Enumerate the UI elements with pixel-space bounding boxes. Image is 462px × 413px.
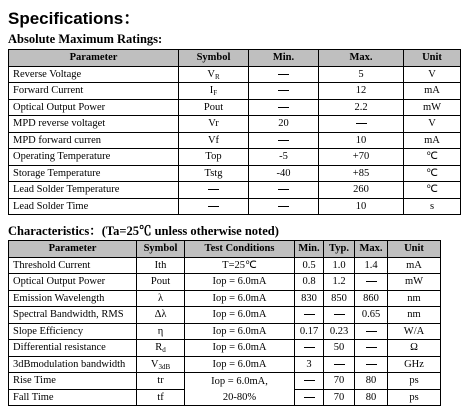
symbol-text: I [209,85,214,97]
cell-max: 10 [319,198,404,215]
dash-mark [366,331,377,332]
cell-parameter: Optical Output Power [9,274,137,291]
cell-min: 830 [295,290,324,307]
dash-mark [304,347,315,348]
cell-parameter: Reverse Voltage [9,66,179,83]
cell-parameter: Lead Solder Time [9,198,179,215]
symbol-text: λ [157,292,164,304]
cell-max: +70 [319,149,404,166]
cell-max: 1.4 [355,257,388,274]
table-row [9,66,461,83]
table-header-row [9,241,441,258]
cell-max: 80 [355,389,388,406]
cell-parameter: Threshold Current [9,257,137,274]
cell-max: 12 [319,83,404,100]
cell-unit: nm [388,290,441,307]
symbol-subscript: F [213,89,218,98]
cell-unit: Ω [388,340,441,357]
dash-mark [366,347,377,348]
cell-typ [324,356,355,373]
cell-typ [324,307,355,324]
cell-min [295,307,324,324]
table-row [9,389,441,406]
dash-mark [356,123,367,124]
cell-symbol [137,356,185,373]
symbol-text: Vf [207,134,220,146]
cell-unit: mA [404,83,461,100]
cell-test-conditions: Iop = 6.0mA [185,356,295,373]
cell-min: 20 [249,116,319,133]
cell-symbol [137,389,185,406]
dash-mark [304,397,315,398]
cell-parameter: 3dBmodulation bandwidth [9,356,137,373]
cell-min: -5 [249,149,319,166]
cell-test-conditions: 20-80% [185,389,295,406]
dash-mark [278,189,289,190]
cell-typ: 0.23 [324,323,355,340]
cell-max [319,116,404,133]
cell-test-conditions: Iop = 6.0mA [185,340,295,357]
symbol-text: tr [157,375,164,387]
table-row [9,182,461,199]
dash-mark [366,281,377,282]
cell-max [355,323,388,340]
cell-symbol [179,132,249,149]
table-row [9,165,461,182]
dash-mark [278,206,289,207]
cell-symbol [179,66,249,83]
cell-symbol [179,182,249,199]
cell-test-conditions: Iop = 6.0mA, [185,373,295,390]
absolute-ratings-table [8,49,461,215]
symbol-subscript: d [162,346,166,355]
cell-max [355,340,388,357]
cell-symbol [179,99,249,116]
symbol-subscript: 3dB [158,362,171,371]
table-row [9,323,441,340]
cell-typ: 70 [324,389,355,406]
table-row [9,149,461,166]
cell-parameter: Forward Current [9,83,179,100]
cell-parameter: Rise Time [9,373,137,390]
dash-mark [304,314,315,315]
characteristics-table [8,240,441,406]
col-header-unit: Unit [388,241,441,258]
cell-min: 0.8 [295,274,324,291]
cell-unit: mW [404,99,461,116]
cell-parameter: Operating Temperature [9,149,179,166]
table-row [9,307,441,324]
col-header-symbol: Symbol [179,50,249,67]
table-row [9,83,461,100]
cell-symbol [179,116,249,133]
cell-unit: ℃ [404,165,461,182]
cell-parameter: MPD reverse voltaget [9,116,179,133]
symbol-text: V [150,358,159,370]
cell-unit: mW [388,274,441,291]
cell-unit: W/A [388,323,441,340]
cell-max [355,274,388,291]
cell-min [295,373,324,390]
cell-unit: ps [388,373,441,390]
cell-min: 0.17 [295,323,324,340]
dash-mark [278,90,289,91]
cell-min [249,66,319,83]
table-row [9,274,441,291]
symbol-text: V [207,68,215,80]
symbol-text: η [157,325,164,337]
dash-mark [334,364,345,365]
symbol-text: Pout [203,101,224,113]
cell-symbol [179,165,249,182]
cell-unit: mA [404,132,461,149]
symbol-text: Tstg [204,167,223,179]
cell-typ: 850 [324,290,355,307]
cell-test-conditions: T=25℃ [185,257,295,274]
cell-symbol [137,323,185,340]
absolute-ratings-heading: Absolute Maximum Ratings: [8,32,163,46]
cell-max [355,356,388,373]
col-header-max: Max. [355,241,388,258]
table-header-row [9,50,461,67]
cell-max: 0.65 [355,307,388,324]
col-header-min: Min. [249,50,319,67]
cell-min [295,389,324,406]
cell-min: 0.5 [295,257,324,274]
cell-unit: ℃ [404,182,461,199]
cell-symbol [137,257,185,274]
symbol-subscript: R [214,72,220,81]
table-row [9,116,461,133]
cell-min [249,132,319,149]
table-row [9,373,441,390]
cell-parameter: Optical Output Power [9,99,179,116]
cell-parameter: Slope Efficiency [9,323,137,340]
dash-mark [278,107,289,108]
table-row [9,99,461,116]
cell-unit: ℃ [404,149,461,166]
dash-mark [208,189,219,190]
symbol-text: R [155,342,163,354]
cell-symbol [179,198,249,215]
cell-min [249,99,319,116]
table-row [9,340,441,357]
cell-symbol [179,149,249,166]
cell-parameter: Storage Temperature [9,165,179,182]
dash-mark [334,314,345,315]
cell-max: 260 [319,182,404,199]
symbol-text: Vr [208,118,219,130]
cell-max: 2.2 [319,99,404,116]
cell-unit: GHz [388,356,441,373]
cell-test-conditions: Iop = 6.0mA [185,307,295,324]
cell-unit: nm [388,307,441,324]
symbol-text: tf [157,391,164,403]
symbol-text: Pout [150,276,171,288]
cell-typ: 1.0 [324,257,355,274]
table-row [9,290,441,307]
cell-symbol [137,274,185,291]
cell-unit: V [404,116,461,133]
cell-typ: 50 [324,340,355,357]
dash-mark [208,206,219,207]
symbol-text: Top [205,151,222,163]
cell-parameter: MPD forward curren [9,132,179,149]
cell-typ: 1.2 [324,274,355,291]
table-row [9,132,461,149]
cell-symbol [137,290,185,307]
cell-max: 5 [319,66,404,83]
dash-mark [304,380,315,381]
cell-parameter: Spectral Bandwidth, RMS [9,307,137,324]
dash-mark [278,140,289,141]
col-header-max: Max. [319,50,404,67]
cell-parameter: Differential resistance [9,340,137,357]
cell-parameter: Fall Time [9,389,137,406]
col-header-symbol: Symbol [137,241,185,258]
cell-min [249,182,319,199]
col-header-parameter: Parameter [9,241,137,258]
characteristics-heading: Characteristics：(Ta=25℃ unless otherwise noted) [8,224,279,238]
cell-test-conditions: Iop = 6.0mA [185,274,295,291]
table-row [9,257,441,274]
cell-symbol [137,307,185,324]
col-header-unit: Unit [404,50,461,67]
col-header-min: Min. [295,241,324,258]
table-row [9,198,461,215]
dash-mark [278,74,289,75]
symbol-text: Δλ [154,309,167,321]
cell-max: 80 [355,373,388,390]
cell-unit: ps [388,389,441,406]
cell-test-conditions: Iop = 6.0mA [185,290,295,307]
cell-unit: mA [388,257,441,274]
col-header-test-conditions: Test Conditions [185,241,295,258]
cell-symbol [137,373,185,390]
cell-test-conditions: Iop = 6.0mA [185,323,295,340]
cell-max: +85 [319,165,404,182]
cell-typ: 70 [324,373,355,390]
cell-symbol [137,340,185,357]
cell-unit: s [404,198,461,215]
dash-mark [366,364,377,365]
cell-parameter: Lead Solder Temperature [9,182,179,199]
col-header-parameter: Parameter [9,50,179,67]
cell-min [249,198,319,215]
cell-min [249,83,319,100]
cell-min: 3 [295,356,324,373]
cell-min: -40 [249,165,319,182]
table-row [9,356,441,373]
cell-symbol [179,83,249,100]
symbol-text: Ith [154,259,167,271]
cell-parameter: Emission Wavelength [9,290,137,307]
cell-max: 860 [355,290,388,307]
cell-unit: V [404,66,461,83]
col-header-typ: Typ. [324,241,355,258]
cell-min [295,340,324,357]
page-title: Specifications： [8,9,141,28]
cell-max: 10 [319,132,404,149]
